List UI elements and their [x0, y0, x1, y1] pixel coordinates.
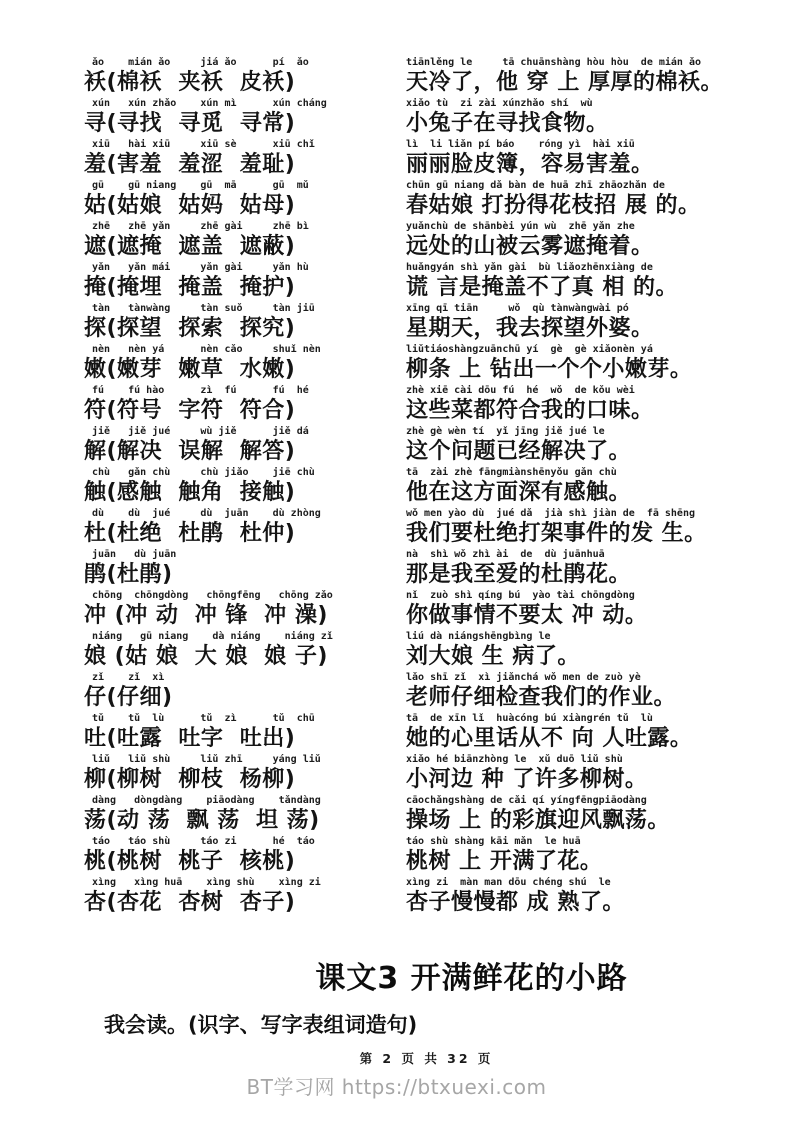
entry-cell [84, 179, 406, 219]
entry-cell [84, 835, 406, 875]
sentence-cell [406, 384, 769, 424]
sentence-cell [406, 138, 769, 178]
sentence-text: 桃树 上 开满了花。 [406, 849, 603, 874]
entry-words: 荡(动 荡 飘 荡 坦 荡) [84, 808, 320, 833]
vocab-row [84, 630, 769, 671]
entry-cell [84, 97, 406, 137]
entry-words: 掩(掩埋 掩盖 掩护) [84, 275, 296, 300]
entry-pinyin: dàng dòngdàng piāodàng tǎndàng [92, 795, 321, 806]
sentence-cell [406, 425, 769, 465]
entry-words: 杏(杏花 杏树 杏子) [84, 890, 296, 915]
sentence-pinyin: lì li liǎn pí báo róng yì hài xiū [406, 139, 635, 150]
sentence-text: 这些菜都符合我的口味。 [406, 398, 654, 423]
entry-pinyin: niáng gū niang dà niáng niáng zǐ [92, 631, 333, 642]
sentence-cell [406, 220, 769, 260]
entry-cell [84, 712, 406, 752]
sentence-text: 老师仔细检查我们的作业。 [406, 685, 677, 710]
vocab-row [84, 753, 769, 794]
vocab-row [84, 138, 769, 179]
entry-pinyin: tǔ tǔ lù tǔ zì tǔ chū [92, 713, 315, 724]
entry-cell [84, 548, 406, 588]
sentence-pinyin: xiǎo hé biānzhòng le xǔ duō liǔ shù [406, 754, 623, 765]
entry-words: 鹃(杜鹃) [84, 562, 173, 587]
entry-pinyin: chù gǎn chù chù jiǎo jiē chù [92, 467, 315, 478]
vocab-row [84, 302, 769, 343]
sentence-pinyin: tiānlěng le tā chuānshàng hòu hòu de mián ǎo [406, 57, 702, 68]
sentence-pinyin: yuǎnchù de shānbèi yún wù zhē yǎn zhe [406, 221, 635, 232]
sentence-pinyin: nà shì wǒ zhì ài de dù juānhuā [406, 549, 605, 560]
entry-words: 吐(吐露 吐字 吐出) [84, 726, 296, 751]
sentence-text: 远处的山被云雾遮掩着。 [406, 234, 654, 259]
sentence-pinyin: huǎngyán shì yǎn gài bù liǎozhēnxiàng de [406, 262, 653, 273]
entry-pinyin: tàn tànwàng tàn suǒ tàn jiū [92, 303, 315, 314]
entry-cell [84, 466, 406, 506]
entry-words: 嫩(嫩芽 嫩草 水嫩) [84, 357, 296, 382]
sentence-text: 小河边 种 了许多柳树。 [406, 767, 648, 792]
entry-pinyin: juān dù juān [92, 549, 177, 560]
document-page [84, 56, 769, 1067]
vocab-row [84, 179, 769, 220]
entry-pinyin: nèn nèn yá nèn cǎo shuǐ nèn [92, 344, 321, 355]
sentence-cell [406, 302, 769, 342]
sentence-cell [406, 589, 769, 629]
sentence-cell [406, 56, 769, 96]
sentence-text: 天冷了，他 穿 上 厚厚的棉袄。 [406, 70, 723, 95]
entry-cell [84, 56, 406, 96]
sentence-pinyin: xiǎo tù zi zài xúnzhǎo shí wù [406, 98, 593, 109]
sentence-cell [406, 835, 769, 875]
sentence-text: 丽丽脸皮簿，容易害羞。 [406, 152, 654, 177]
sentence-text: 杏子慢慢都 成 熟了。 [406, 890, 625, 915]
entry-words: 解(解决 误解 解答) [84, 439, 296, 464]
entry-pinyin: xiū hài xiū xiū sè xiū chǐ [92, 139, 315, 150]
vocab-row [84, 589, 769, 630]
sentence-cell [406, 97, 769, 137]
entry-pinyin: zhē zhē yǎn zhē gài zhē bì [92, 221, 309, 232]
vocab-row [84, 425, 769, 466]
sentence-cell [406, 343, 769, 383]
entry-pinyin: dù dù jué dù juān dù zhòng [92, 508, 321, 519]
sentence-cell [406, 753, 769, 793]
sentence-pinyin: táo shù shàng kāi mǎn le huā [406, 836, 581, 847]
entry-pinyin: táo táo shù táo zi hé táo [92, 836, 315, 847]
entry-cell [84, 753, 406, 793]
sentence-cell [406, 548, 769, 588]
sentence-text: 她的心里话从不 向 人吐露。 [406, 726, 693, 751]
sentence-pinyin: nǐ zuò shì qíng bú yào tài chōngdòng [406, 590, 635, 601]
sentence-text: 星期天，我去探望外婆。 [406, 316, 654, 341]
sentence-text: 谎 言是掩盖不了真 相 的。 [406, 275, 678, 300]
sentence-cell [406, 794, 769, 834]
sentence-pinyin: liǔtiáoshàngzuānchū yí gè gè xiǎonèn yá [406, 344, 653, 355]
sentence-text: 小兔子在寻找食物。 [406, 111, 609, 136]
entry-words: 柳(柳树 柳枝 杨柳) [84, 767, 296, 792]
section-title: 课文3 开满鲜花的小路 [315, 961, 628, 996]
entry-cell [84, 384, 406, 424]
entry-cell [84, 138, 406, 178]
sentence-text: 我们要杜绝打架事件的发 生。 [406, 521, 707, 546]
sentence-pinyin: xìng zi màn man dōu chéng shú le [406, 877, 611, 888]
watermark: BT学习网 https://btxuexi.com [246, 1075, 547, 1099]
vocab-row [84, 835, 769, 876]
entry-words: 遮(遮掩 遮盖 遮蔽) [84, 234, 296, 259]
vocab-row [84, 712, 769, 753]
entry-words: 探(探望 探索 探究) [84, 316, 296, 341]
sentence-text: 这个问题已经解决了。 [406, 439, 632, 464]
entry-cell [84, 630, 406, 670]
entry-cell [84, 507, 406, 547]
entry-cell [84, 876, 406, 916]
vocab-row [84, 507, 769, 548]
entry-cell [84, 671, 406, 711]
sentence-pinyin: tā zài zhè fāngmiànshēnyǒu gǎn chù [406, 467, 617, 478]
entry-cell [84, 343, 406, 383]
sentence-pinyin: liú dà niángshēngbìng le [406, 631, 551, 642]
sentence-cell [406, 466, 769, 506]
sentence-pinyin: lǎo shī zǐ xì jiǎnchá wǒ men de zuò yè [406, 672, 641, 683]
vocab-list [84, 56, 769, 917]
entry-pinyin: fú fú hào zì fú fú hé [92, 385, 309, 396]
entry-words: 触(感触 触角 接触) [84, 480, 296, 505]
entry-words: 仔(仔细) [84, 685, 173, 710]
entry-pinyin: xìng xìng huā xìng shù xìng zi [92, 877, 321, 888]
sentence-text: 操场 上 的彩旗迎风飘荡。 [406, 808, 670, 833]
sentence-cell [406, 712, 769, 752]
vocab-row [84, 56, 769, 97]
sentence-text: 你做事情不要太 冲 动。 [406, 603, 648, 628]
entry-pinyin: zǐ zǐ xì [92, 672, 165, 683]
entry-pinyin: gū gū niang gū mā gū mǔ [92, 180, 309, 191]
entry-cell [84, 425, 406, 465]
entry-words: 娘 (姑 娘 大 娘 娘 子) [84, 644, 328, 669]
vocab-row [84, 548, 769, 589]
sentence-pinyin: chūn gū niang dǎ bàn de huā zhī zhāozhǎn de [406, 180, 665, 191]
sentence-cell [406, 507, 769, 547]
entry-words: 姑(姑娘 姑妈 姑母) [84, 193, 296, 218]
vocab-row [84, 876, 769, 917]
entry-cell [84, 302, 406, 342]
sentence-text: 刘大娘 生 病了。 [406, 644, 580, 669]
sentence-cell [406, 876, 769, 916]
page-indicator: 第 2 页 共 32 页 [359, 1051, 494, 1066]
entry-pinyin: jiě jiě jué wù jiě jiě dá [92, 426, 309, 437]
vocab-row [84, 220, 769, 261]
sentence-text: 那是我至爱的杜鹃花。 [406, 562, 632, 587]
vocab-row [84, 671, 769, 712]
sentence-cell [406, 261, 769, 301]
vocab-row [84, 384, 769, 425]
entry-pinyin: liǔ liǔ shù liǔ zhī yáng liǔ [92, 754, 321, 765]
sentence-pinyin: cāochǎngshàng de cǎi qí yíngfēngpiāodàng [406, 795, 647, 806]
vocab-row [84, 97, 769, 138]
sentence-text: 他在这方面深有感触。 [406, 480, 632, 505]
entry-words: 符(符号 字符 符合) [84, 398, 296, 423]
sentence-pinyin: wǒ men yào dù jué dǎ jià shì jiàn de fā shēng [406, 508, 695, 519]
entry-words: 袄(棉袄 夹袄 皮袄) [84, 70, 296, 95]
entry-pinyin: chōng chōngdòng chōngfēng chōng zǎo [92, 590, 333, 601]
sentence-cell [406, 671, 769, 711]
entry-cell [84, 794, 406, 834]
vocab-row [84, 466, 769, 507]
entry-cell [84, 220, 406, 260]
entry-pinyin: ǎo mián ǎo jiá ǎo pí ǎo [92, 57, 309, 68]
entry-words: 冲 (冲 动 冲 锋 冲 澡) [84, 603, 328, 628]
vocab-row [84, 343, 769, 384]
sentence-pinyin: zhè gè wèn tí yǐ jīng jiě jué le [406, 426, 605, 437]
sentence-pinyin: xīng qī tiān wǒ qù tànwàngwài pó [406, 303, 629, 314]
entry-cell [84, 261, 406, 301]
sentence-pinyin: tā de xīn lǐ huàcóng bú xiàngrén tǔ lù [406, 713, 653, 724]
sentence-cell [406, 179, 769, 219]
entry-cell [84, 589, 406, 629]
sentence-cell [406, 630, 769, 670]
entry-words: 桃(桃树 桃子 核桃) [84, 849, 296, 874]
entry-words: 寻(寻找 寻觅 寻常) [84, 111, 296, 136]
sentence-text: 柳条 上 钻出一个个小嫩芽。 [406, 357, 693, 382]
sentence-text: 春姑娘 打扮得花枝招 展 的。 [406, 193, 701, 218]
vocab-row [84, 794, 769, 835]
vocab-row [84, 261, 769, 302]
entry-pinyin: xún xún zhǎo xún mì xún cháng [92, 98, 327, 109]
entry-words: 羞(害羞 羞涩 羞耻) [84, 152, 296, 177]
section-subtitle: 我会读。(识字、写字表组词造句) [104, 1013, 418, 1037]
entry-pinyin: yǎn yǎn mái yǎn gài yǎn hù [92, 262, 309, 273]
entry-words: 杜(杜绝 杜鹃 杜仲) [84, 521, 296, 546]
sentence-pinyin: zhè xiē cài dōu fú hé wǒ de kǒu wèi [406, 385, 635, 396]
